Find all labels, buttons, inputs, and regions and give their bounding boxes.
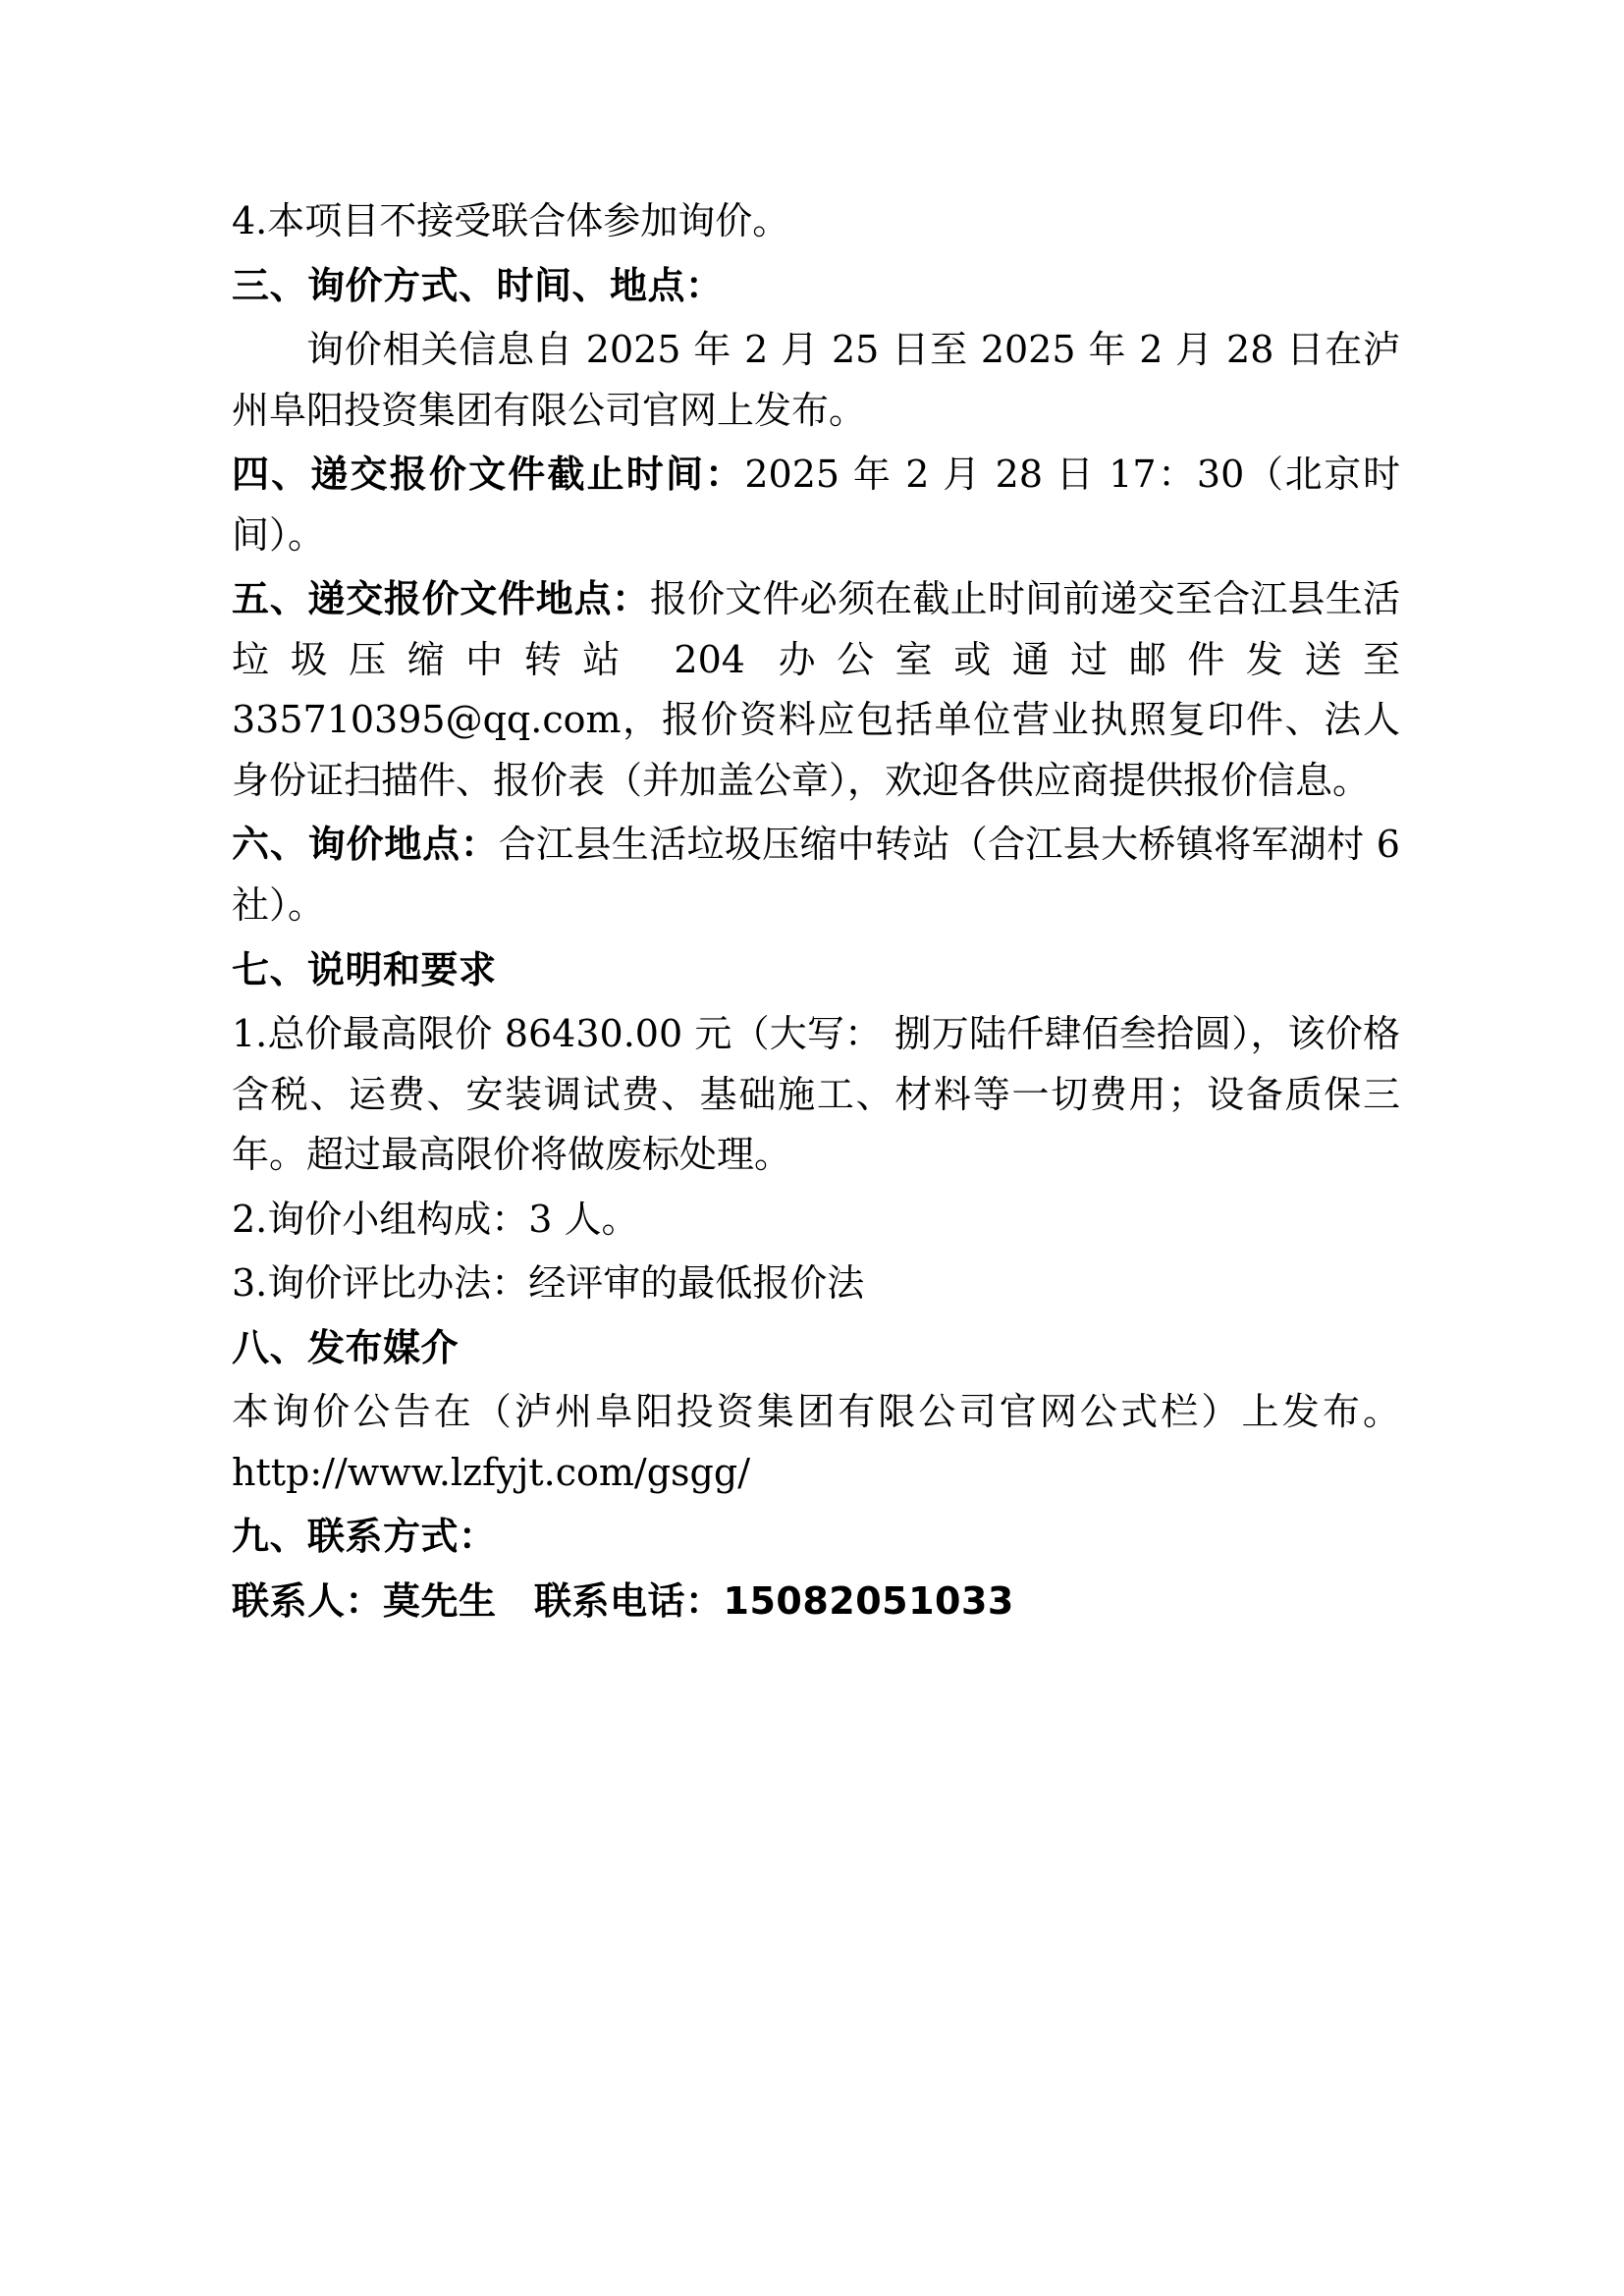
heading-section-3: 三、询价方式、时间、地点： (232, 263, 724, 307)
paragraph-section-7-item-2: 2.询价小组构成：3 人。 (232, 1197, 639, 1241)
paragraph-item-4: 4.本项目不接受联合体参加询价。 (232, 199, 790, 242)
document-body (232, 191, 1400, 1632)
paragraph-section-8-body: 本询价公告在（泸州阜阳投资集团有限公司官网公式栏）上发布。http://www.lzfyjt.com/gsgg/ (232, 1390, 1400, 1494)
paragraph-contact-info: 联系人：莫先生 联系电话：15082051033 (232, 1579, 1014, 1624)
paragraph-section-7-item-3: 3.询价评比办法：经评审的最低报价法 (232, 1261, 865, 1306)
text-section-6: 合江县生活垃圾压缩中转站（合江县大桥镇将军湖村 6 社）。 (232, 823, 1400, 928)
paragraph-section-3-body: 询价相关信息自 2025 年 2 月 25 日至 2025 年 2 月 28 日在泸州阜阳投资集团有限公司官网上发布。 (232, 328, 1400, 432)
heading-section-6: 六、询价地点： (232, 823, 499, 867)
heading-section-8: 八、发布媒介 (232, 1325, 460, 1369)
paragraph-section-4 (232, 445, 1400, 565)
heading-section-7: 七、说明和要求 (232, 947, 497, 991)
text-section-4: 2025 年 2 月 28 日 17：30（北京时间）。 (232, 453, 1400, 557)
heading-section-9: 九、联系方式： (232, 1515, 497, 1559)
paragraph-section-7-item-1: 1.总价最高限价 86430.00 元（大写： 捌万陆仟肆佰叁拾圆），该价格含税、运费、安装调试费、基础施工、材料等一切费用；设备质保三年。超过最高限价将做废标处理。 (232, 1012, 1400, 1177)
text-section-5: 报价文件必须在截止时间前递交至合江县生活垃圾压缩中转站 204 办公室或通过邮件发送至 335710395@qq.com，报价资料应包括单位营业执照复印件、法人身份证扫描件、报价表（并加盖公章），欢迎各供应商提供报价信息。 (232, 577, 1400, 802)
paragraph-section-6 (232, 815, 1400, 935)
paragraph-section-5 (232, 569, 1400, 811)
heading-section-4: 四、递交报价文件截止时间： (232, 453, 745, 497)
heading-section-5: 五、递交报价文件地点： (232, 577, 650, 621)
